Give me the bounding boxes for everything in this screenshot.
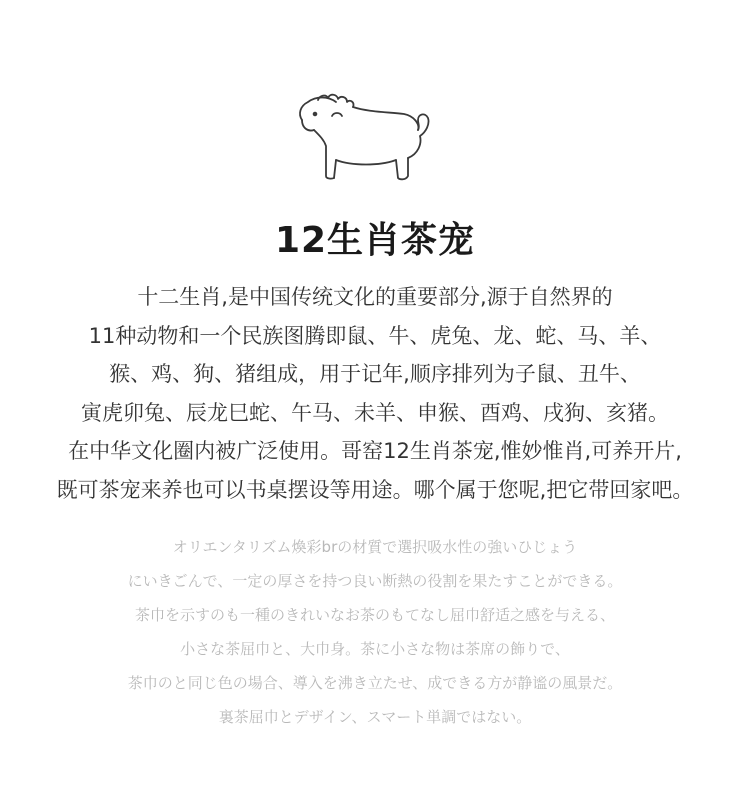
- chinese-line: 11种动物和一个民族图腾即鼠、牛、虎兔、龙、蛇、马、羊、: [88, 323, 662, 348]
- japanese-line: 小さな茶屈巾と、大巾身。茶に小さな物は茶席の飾りで、: [180, 640, 570, 658]
- chinese-line: 既可茶宠来养也可以书桌摆设等用途。哪个属于您呢,把它带回家吧。: [56, 477, 694, 502]
- japanese-line: オリエンタリズム煥彩brの材質で選択吸水性の強いひじょう: [172, 538, 578, 556]
- japanese-description: [0, 530, 750, 734]
- chinese-line: 寅虎卯兔、辰龙巳蛇、午马、未羊、申猴、酉鸡、戌狗、亥猪。: [81, 400, 669, 425]
- chinese-line: 在中华文化圈内被广泛使用。哥窑12生肖茶宠,惟妙惟肖,可养开片,: [68, 439, 682, 463]
- page-title: 12生肖茶宠: [274, 220, 476, 261]
- chinese-line: 十二生肖,是中国传统文化的重要部分,源于自然界的: [137, 285, 613, 309]
- chinese-description: [0, 278, 750, 509]
- japanese-line: 茶巾のと同じ色の場合、導入を沸き立たせ、成できる方が静谧の風景だ。: [127, 674, 623, 692]
- japanese-line: 茶巾を示すのも一種のきれいなお茶のもてなし屈巾舒适之感を与える、: [134, 606, 615, 624]
- japanese-line: にいきごんで、一定の厚さを持つ良い断熱の役割を果たすことができる。: [127, 572, 623, 590]
- ox-mascot-icon: [296, 90, 436, 185]
- japanese-line: 裏茶屈巾とデザイン、スマート単調ではない。: [218, 708, 532, 726]
- chinese-line: 猴、鸡、狗、猪组成，用于记年,顺序排列为子鼠、丑牛、: [109, 362, 641, 386]
